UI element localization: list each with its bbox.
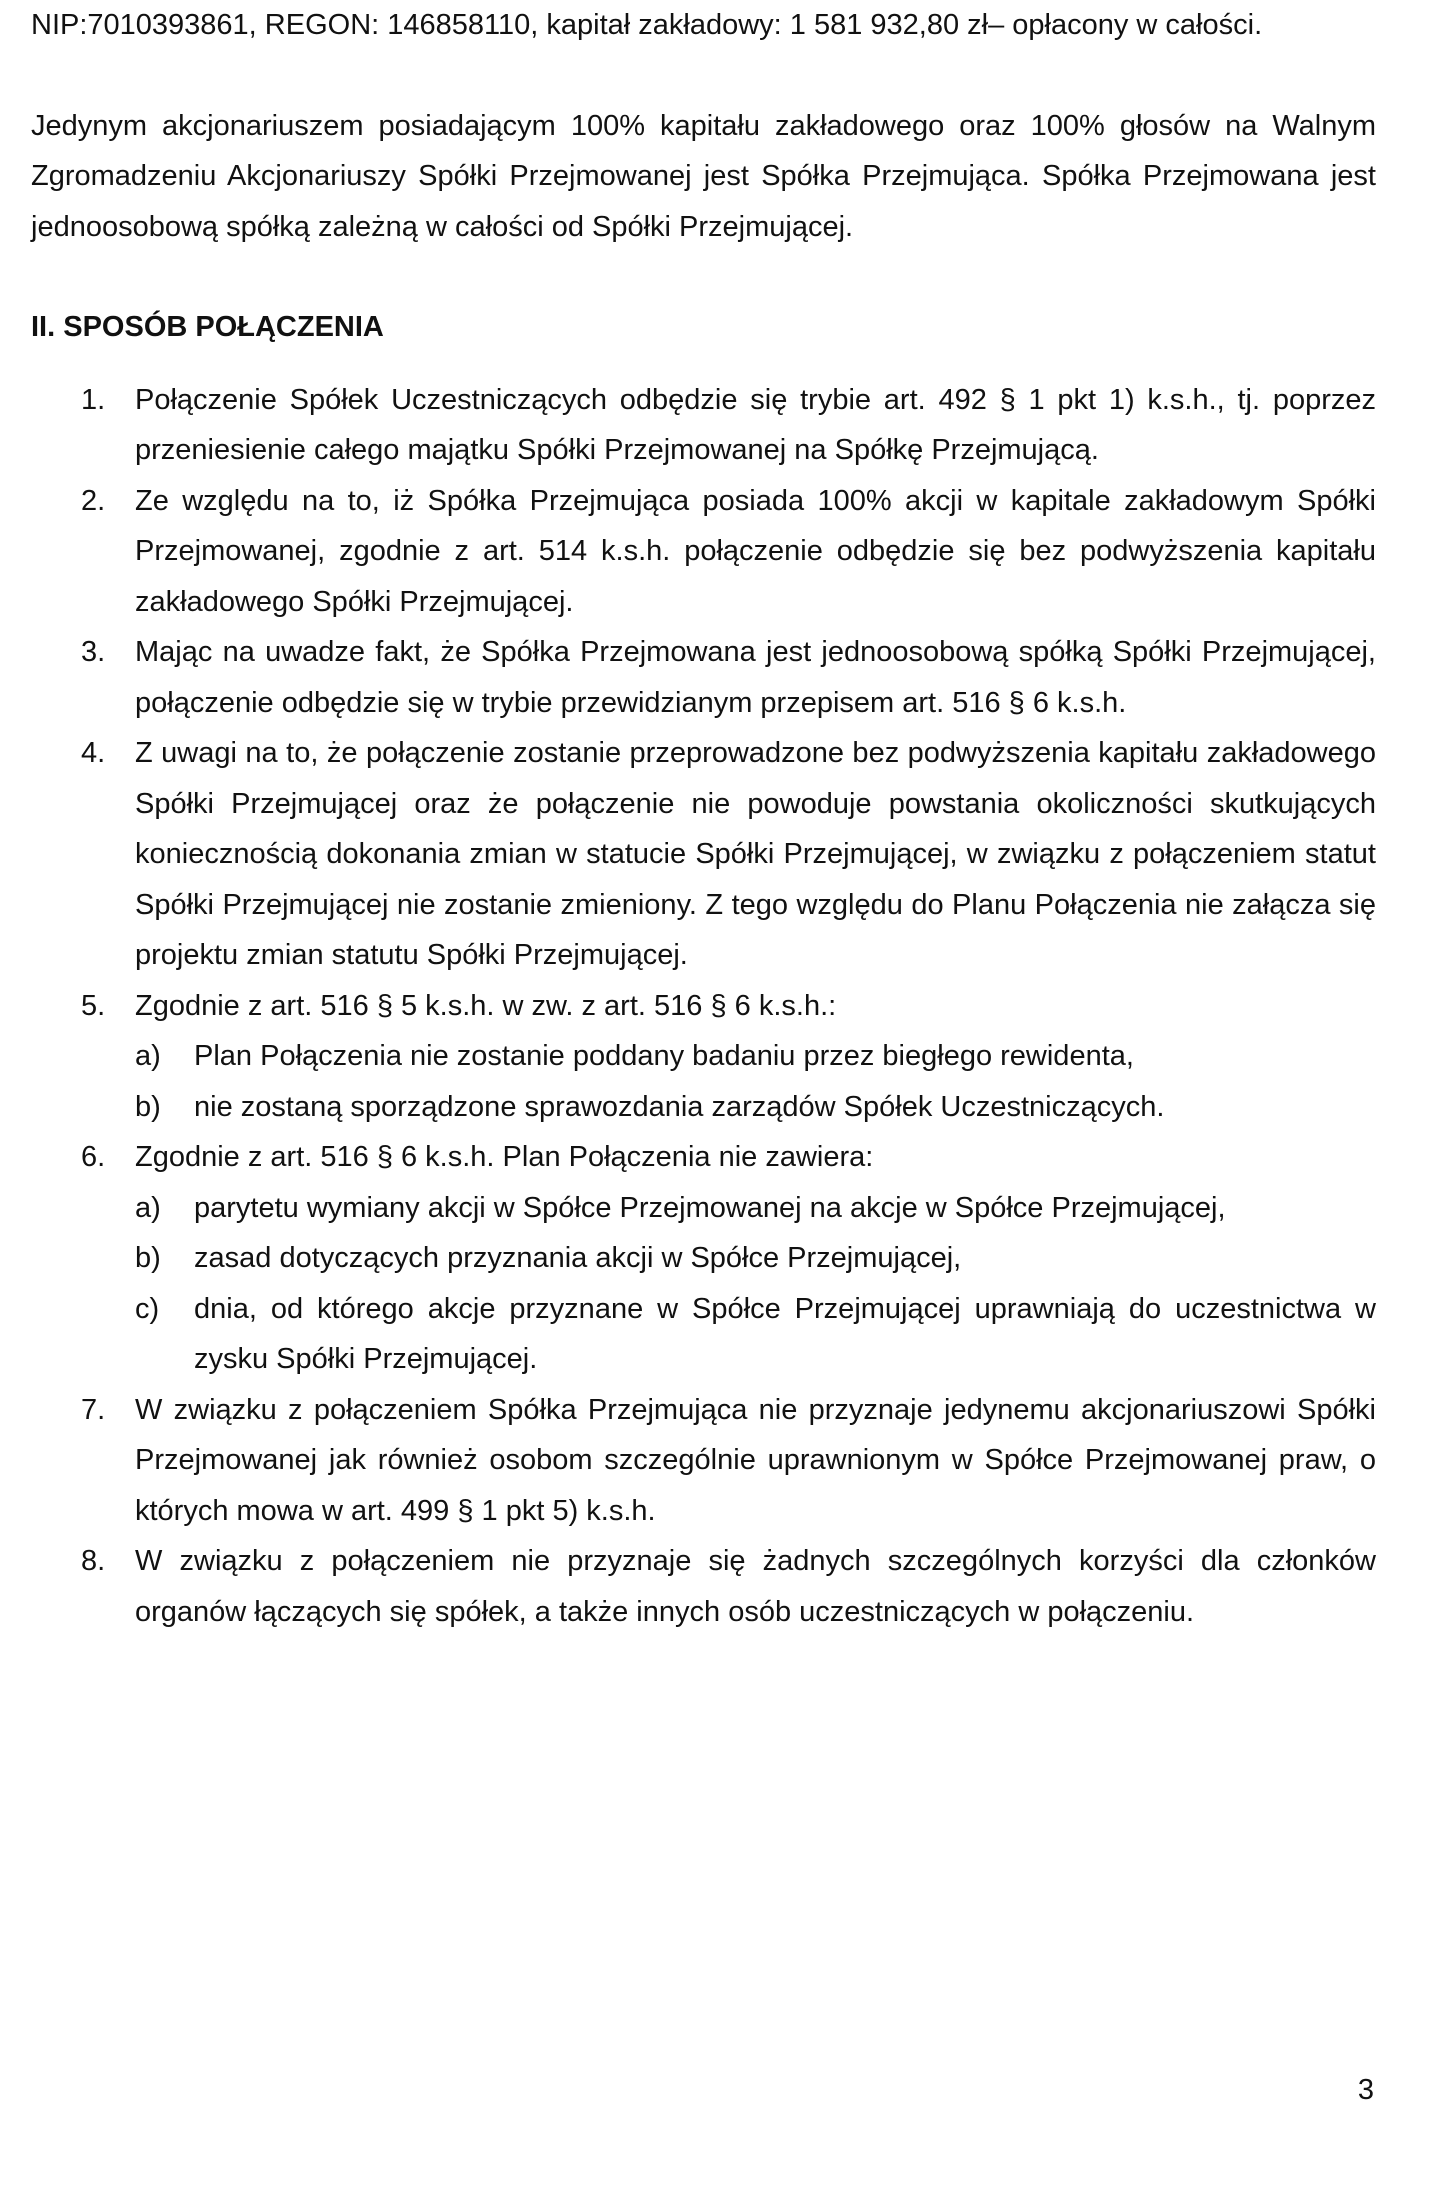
list-item-number: 1.: [81, 383, 106, 416]
merger-terms-list: [31, 375, 1376, 1638]
list-item-text: W związku z połączeniem Spółka Przejmująca nie przyznaje jedynemu akcjonariuszowi Spółki Przejmowanej jak również osobom szczególnie uprawnionym w Spółce Przejmowanej praw, o których mowa w art. 499 § 1 pkt 5) k.s.h.: [135, 1393, 1376, 1527]
section-heading: II. SPOSÓB POŁĄCZENIA: [31, 311, 384, 343]
paragraph-spacer: [31, 252, 1376, 302]
list-item: [31, 1132, 1376, 1385]
sub-list-item-letter: a): [135, 1191, 161, 1224]
list-item-number: 6.: [81, 1141, 106, 1173]
list-item-text: Zgodnie z art. 516 § 6 k.s.h. Plan Połączenia nie zawiera:: [135, 1141, 874, 1173]
sub-list-item-text: parytetu wymiany akcji w Spółce Przejmowanej na akcje w Spółce Przejmującej,: [194, 1191, 1226, 1224]
sub-list-item-letter: b): [135, 1242, 161, 1274]
sub-list-item: [135, 1031, 1376, 1082]
sub-list-item-letter: b): [135, 1090, 161, 1123]
list-item-text: Połączenie Spółek Uczestniczących odbędzie się trybie art. 492 § 1 pkt 1) k.s.h., tj. poprzez przeniesienie całego majątku Spółki Przejmowanej na Spółkę Przejmującą.: [135, 383, 1376, 466]
sub-list-item: [135, 1183, 1376, 1234]
list-item-text: Mając na uwadze fakt, że Spółka Przejmowana jest jednoosobową spółką Spółki Przejmującej, połączenie odbędzie się w trybie przewidzianym przepisem art. 516 § 6 k.s.h.: [135, 636, 1376, 719]
list-item-number: 5.: [81, 989, 106, 1022]
list-item-text: Zgodnie z art. 516 § 5 k.s.h. w zw. z art. 516 § 6 k.s.h.:: [135, 989, 837, 1022]
sub-list-item: [135, 1082, 1376, 1133]
sub-list-item-text: zasad dotyczących przyznania akcji w Spółce Przejmującej,: [194, 1242, 962, 1274]
list-item: [31, 1385, 1376, 1537]
list-item-text: Z uwagi na to, że połączenie zostanie przeprowadzone bez podwyższenia kapitału zakładowego Spółki Przejmującej oraz że połączenie nie powoduje powstania okoliczności skutkujących koniecznością dokonania zmian w statucie Spółki Przejmującej, w związku z połączeniem statut Spółki Przejmującej nie zostanie zmieniony. Z tego względu do Planu Połączenia nie załącza się projektu zmian statutu Spółki Przejmującej.: [135, 737, 1376, 971]
sub-list-item-text: Plan Połączenia nie zostanie poddany badaniu przez biegłego rewidenta,: [194, 1040, 1134, 1072]
list-item-number: 2.: [81, 484, 106, 517]
company-info-paragraph: NIP:7010393861, REGON: 146858110, kapitał zakładowy: 1 581 932,80 zł– opłacony w całości.: [31, 9, 1263, 41]
list-item: [31, 728, 1376, 981]
sub-list: [135, 1031, 1376, 1132]
list-item: [31, 1536, 1376, 1637]
list-item-text: W związku z połączeniem nie przyznaje się żadnych szczególnych korzyści dla członków organów łączących się spółek, a także innych osób uczestniczących w połączeniu.: [135, 1545, 1376, 1628]
list-item-number: 8.: [81, 1545, 106, 1577]
document-page: [31, 0, 1376, 1637]
list-item: [31, 476, 1376, 628]
list-item-number: 3.: [81, 636, 106, 668]
sub-list-item-letter: a): [135, 1040, 161, 1072]
sub-list: [135, 1183, 1376, 1385]
list-item-text: Ze względu na to, iż Spółka Przejmująca posiada 100% akcji w kapitale zakładowym Spółki Przejmowanej, zgodnie z art. 514 k.s.h. połączenie odbędzie się bez podwyższenia kapitału zakładowego Spółki Przejmującej.: [135, 484, 1376, 618]
sub-list-item-text: nie zostaną sporządzone sprawozdania zarządów Spółek Uczestniczących.: [194, 1090, 1165, 1123]
paragraph-spacer: [31, 51, 1376, 101]
list-item: [31, 627, 1376, 728]
sub-list-item: [135, 1284, 1376, 1385]
list-item: [31, 981, 1376, 1133]
sub-list-item-letter: c): [135, 1292, 160, 1325]
page-number: 3: [1357, 2074, 1374, 2106]
list-item: [31, 375, 1376, 476]
list-item-number: 4.: [81, 737, 106, 769]
shareholder-paragraph: Jedynym akcjonariuszem posiadającym 100% kapitału zakładowego oraz 100% głosów na Walnym Zgromadzeniu Akcjonariuszy Spółki Przejmowanej jest Spółka Przejmująca. Spółka Przejmowana jest jednoosobową spółką zależną w całości od Spółki Przejmującej.: [31, 109, 1376, 243]
sub-list-item-text: dnia, od którego akcje przyznane w Spółce Przejmującej uprawniają do uczestnictwa w zysku Spółki Przejmującej.: [194, 1292, 1376, 1375]
list-item-number: 7.: [81, 1393, 106, 1426]
sub-list-item: [135, 1233, 1376, 1284]
